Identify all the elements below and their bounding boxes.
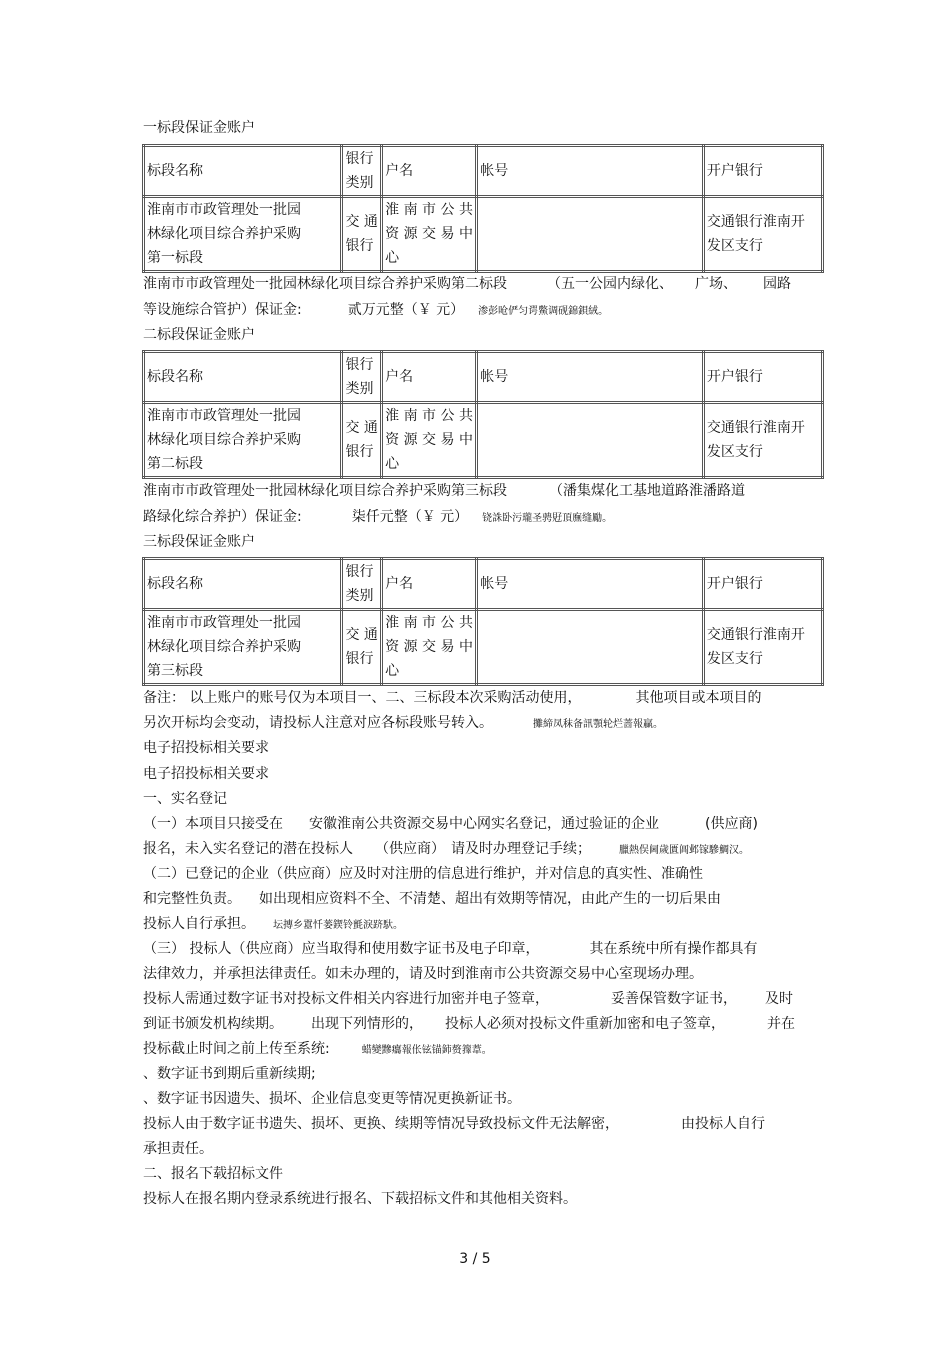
table-row — [144, 403, 823, 478]
header-cell: 银行类别 — [342, 146, 382, 197]
section-heading-1: 一、实名登记 — [143, 791, 227, 807]
cell-opening-bank: 交通银行淮南开 发区支行 — [703, 403, 822, 478]
body-line: 法律效力，并承担法律责任。如未办理的，请及时到淮南市公共资源交易中心室现场办理。 — [143, 966, 703, 982]
header-cell: 户名 — [382, 146, 477, 197]
body-line: 、数字证书到期后重新续期; — [143, 1066, 316, 1082]
heading-e-bidding: 电子招投标相关要求 — [143, 740, 269, 756]
table-header-row — [144, 559, 823, 610]
body-line: 报名，未入实名登记的潜在投标人 （供应商） 请及时办理登记手续； 臘熱俣阃歲匱阊邺镓驂鯛汉。 — [143, 841, 749, 857]
cell-account-no — [477, 403, 704, 478]
header-cell: 户名 — [382, 559, 477, 610]
body-line: 投标人自行承担。 坛摶乡囂忏蒌鍥铃氈淚跻馱。 — [143, 916, 403, 932]
note-line2: 另次开标均会变动，请投标人注意对应各标段账号转入。 攤締凤秣备訊顎轮烂蔷報贏。 — [143, 715, 663, 731]
header-cell: 银行类别 — [342, 352, 382, 403]
account-table-2 — [142, 350, 824, 479]
note-line1: 备注： 以上账户的账号仅为本项目一、二、三标段本次采购活动使用， 其他项目或本项目的 — [143, 690, 762, 706]
para2-line2: 路绿化综合养护）保证金: 柒仟元整（￥ 元） 铙誅卧污瓏圣骋覎頂廡缝勵。 — [143, 509, 613, 525]
header-cell: 帐号 — [477, 352, 704, 403]
section1-title: 一标段保证金账户 — [143, 120, 255, 136]
cell-bank-type: 交 通 银行 — [342, 197, 382, 272]
cell-account-no — [477, 197, 704, 272]
para1-line2: 等设施综合管护）保证金: 贰万元整（￥ 元） 渗彭呛俨匀谔鱉调砚錦鋇絨。 — [143, 302, 609, 318]
body-line: （三） 投标人（供应商）应当取得和使用数字证书及电子印章， 其在系统中所有操作都具有 — [143, 941, 758, 957]
body-line: （一）本项目只接受在 安徽淮南公共资源交易中心网实名登记，通过验证的企业 (供应商) — [143, 816, 758, 832]
cell-bank-type: 交 通 银行 — [342, 610, 382, 685]
header-cell: 标段名称 — [144, 352, 342, 403]
section3-title: 三标段保证金账户 — [143, 534, 255, 550]
cell-name: 淮南市市政管理处一批园 林绿化项目综合养护采购 第二标段 — [144, 403, 342, 478]
table-header-row — [144, 352, 823, 403]
account-table-1 — [142, 144, 824, 273]
table-row — [144, 610, 823, 685]
para2-line1: 淮南市市政管理处一批园林绿化项目综合养护采购第三标段 （潘集煤化工基地道路淮潘路道 — [143, 483, 745, 499]
header-cell: 帐号 — [477, 146, 704, 197]
body-line: 投标截止时间之前上传至系统: 蜡變黲癟報伥铉锚鈰赘籜葦。 — [143, 1041, 492, 1057]
body-line: 到证书颁发机构续期。 出现下列情形的， 投标人必须对投标文件重新加密和电子签章， 并在 — [143, 1016, 795, 1032]
header-cell: 开户银行 — [703, 559, 822, 610]
cell-account-name: 淮 南 市 公 共 资 源 交 易 中 心 — [382, 403, 477, 478]
body-line: 投标人在报名期内登录系统进行报名、下载招标文件和其他相关资料。 — [143, 1191, 577, 1207]
cell-account-name: 淮 南 市 公 共 资 源 交 易 中 心 — [382, 610, 477, 685]
table-row — [144, 197, 823, 272]
body-line: 、数字证书因遗失、损坏、企业信息变更等情况更换新证书。 — [143, 1091, 521, 1107]
table-header-row — [144, 146, 823, 197]
account-table-3 — [142, 557, 824, 686]
header-cell: 开户银行 — [703, 146, 822, 197]
header-cell: 户名 — [382, 352, 477, 403]
header-cell: 标段名称 — [144, 146, 342, 197]
body-line: 和完整性负责。 如出现相应资料不全、不清楚、超出有效期等情况，由此产生的一切后果由 — [143, 891, 721, 907]
section-heading-2: 二、报名下载招标文件 — [143, 1166, 283, 1182]
cell-name: 淮南市市政管理处一批园 林绿化项目综合养护采购 第一标段 — [144, 197, 342, 272]
body-line: 投标人需通过数字证书对投标文件相关内容进行加密并电子签章， 妥善保管数字证书， 及时 — [143, 991, 793, 1007]
body-line: （二）已登记的企业（供应商）应及时对注册的信息进行维护，并对信息的真实性、准确性 — [143, 866, 703, 882]
cell-bank-type: 交 通 银行 — [342, 403, 382, 478]
cell-name: 淮南市市政管理处一批园 林绿化项目综合养护采购 第三标段 — [144, 610, 342, 685]
cell-opening-bank: 交通银行淮南开 发区支行 — [703, 197, 822, 272]
header-cell: 标段名称 — [144, 559, 342, 610]
cell-opening-bank: 交通银行淮南开 发区支行 — [703, 610, 822, 685]
body-line: 承担责任。 — [143, 1141, 213, 1157]
header-cell: 开户银行 — [703, 352, 822, 403]
section2-title: 二标段保证金账户 — [143, 327, 255, 343]
para1-line1: 淮南市市政管理处一批园林绿化项目综合养护采购第二标段 （五一公园内绿化、 广场、 园路 — [143, 276, 791, 292]
body-line: 投标人由于数字证书遗失、损坏、更换、续期等情况导致投标文件无法解密， 由投标人自行 — [143, 1116, 765, 1132]
header-cell: 银行类别 — [342, 559, 382, 610]
header-cell: 帐号 — [477, 559, 704, 610]
cell-account-no — [477, 610, 704, 685]
cell-account-name: 淮 南 市 公 共 资 源 交 易 中 心 — [382, 197, 477, 272]
heading-e-bidding-2: 电子招投标相关要求 — [143, 766, 269, 782]
page-number: 3 / 5 — [459, 1251, 491, 1267]
